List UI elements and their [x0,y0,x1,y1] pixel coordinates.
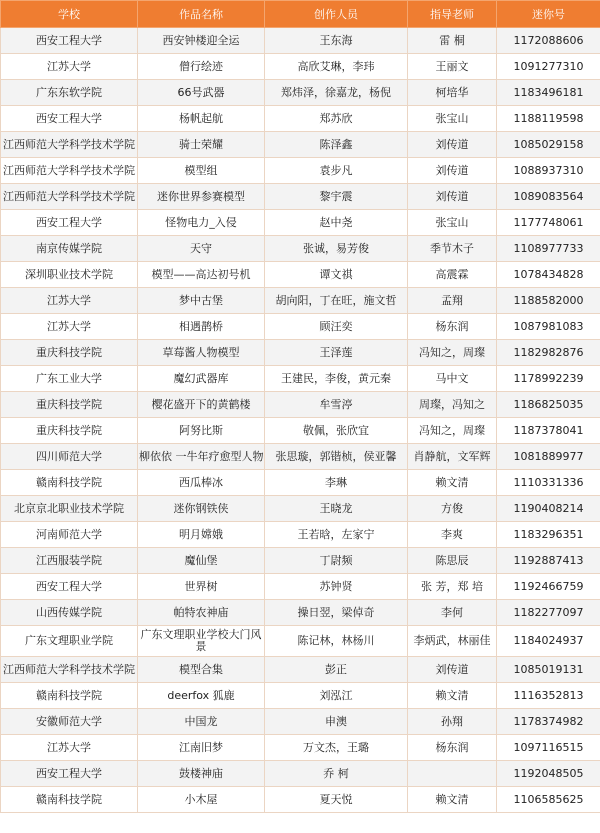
cell-advisor: 冯知之，周璨 [408,418,497,444]
table-row [1,600,600,626]
table-row [1,683,600,709]
cell-advisor: 李炳武，林丽佳 [408,626,497,657]
cell-school: 江西服装学院 [1,548,138,574]
table-row [1,158,600,184]
cell-creators: 李琳 [265,470,408,496]
cell-creators: 张思璇，郭锴桢，侯亚馨 [265,444,408,470]
cell-creators: 申澳 [265,709,408,735]
cell-creators: 黎宇震 [265,184,408,210]
cell-work-title: 模型——高达初号机 [138,262,265,288]
cell-work-title: 帕特农神庙 [138,600,265,626]
cell-creators: 王晓龙 [265,496,408,522]
cell-advisor: 张 芳，郑 培 [408,574,497,600]
cell-school: 江苏大学 [1,314,138,340]
cell-school: 西安工程大学 [1,761,138,787]
table-row [1,288,600,314]
cell-school: 江苏大学 [1,288,138,314]
cell-mini-id: 1188119598 [497,106,600,132]
cell-creators: 彭正 [265,657,408,683]
header-work-title: 作品名称 [138,1,265,28]
cell-mini-id: 1192887413 [497,548,600,574]
cell-school: 广东东软学院 [1,80,138,106]
cell-school: 广东文理职业学院 [1,626,138,657]
table-row [1,735,600,761]
cell-creators: 丁尉频 [265,548,408,574]
table-row [1,54,600,80]
cell-creators: 郑苏欣 [265,106,408,132]
cell-work-title: 明月嫦娥 [138,522,265,548]
cell-mini-id: 1178374982 [497,709,600,735]
cell-mini-id: 1192048505 [497,761,600,787]
cell-school: 江西师范大学科学技术学院 [1,657,138,683]
cell-advisor: 陈思辰 [408,548,497,574]
cell-school: 重庆科技学院 [1,418,138,444]
cell-school: 江西师范大学科学技术学院 [1,132,138,158]
cell-school: 西安工程大学 [1,106,138,132]
cell-advisor: 杨东润 [408,735,497,761]
table-row [1,132,600,158]
cell-work-title: 小木屋 [138,787,265,813]
cell-advisor: 李何 [408,600,497,626]
cell-mini-id: 1188582000 [497,288,600,314]
cell-school: 西安工程大学 [1,210,138,236]
cell-advisor: 冯知之，周璨 [408,340,497,366]
cell-mini-id: 1106585625 [497,787,600,813]
table-row [1,28,600,54]
table-row [1,626,600,657]
cell-advisor [408,761,497,787]
cell-creators: 敬佩，张欣宜 [265,418,408,444]
cell-work-title: 西安钟楼迎全运 [138,28,265,54]
cell-advisor: 马中文 [408,366,497,392]
cell-work-title: 柳依依 一牛年疗愈型人物 [138,444,265,470]
cell-work-title: 中国龙 [138,709,265,735]
cell-advisor: 刘传道 [408,657,497,683]
cell-advisor: 方俊 [408,496,497,522]
table-row [1,470,600,496]
cell-mini-id: 1192466759 [497,574,600,600]
cell-advisor: 季节木子 [408,236,497,262]
table-row [1,709,600,735]
cell-creators: 陈记林，林杨川 [265,626,408,657]
cell-mini-id: 1085019131 [497,657,600,683]
cell-creators: 苏钟贤 [265,574,408,600]
cell-mini-id: 1085029158 [497,132,600,158]
header-school: 学校 [1,1,138,28]
table-row [1,366,600,392]
cell-advisor: 赖文清 [408,787,497,813]
table-row [1,522,600,548]
cell-creators: 袁步凡 [265,158,408,184]
cell-advisor: 张宝山 [408,210,497,236]
cell-advisor: 赖文清 [408,683,497,709]
cell-mini-id: 1177748061 [497,210,600,236]
cell-school: 山西传媒学院 [1,600,138,626]
cell-mini-id: 1089083564 [497,184,600,210]
cell-advisor: 肖静航，文军辉 [408,444,497,470]
header-creators: 创作人员 [265,1,408,28]
cell-work-title: 杨帆起航 [138,106,265,132]
cell-mini-id: 1087981083 [497,314,600,340]
cell-advisor: 雷 桐 [408,28,497,54]
table-row [1,496,600,522]
cell-work-title: 世界树 [138,574,265,600]
cell-mini-id: 1182277097 [497,600,600,626]
cell-school: 重庆科技学院 [1,392,138,418]
table-row [1,210,600,236]
cell-advisor: 王丽文 [408,54,497,80]
cell-creators: 胡向阳，丁在旺，施文哲 [265,288,408,314]
table-row [1,761,600,787]
cell-school: 江西师范大学科学技术学院 [1,158,138,184]
table-row [1,236,600,262]
cell-advisor: 孙翔 [408,709,497,735]
cell-work-title: 樱花盛开下的黄鹤楼 [138,392,265,418]
cell-mini-id: 1110331336 [497,470,600,496]
cell-mini-id: 1081889977 [497,444,600,470]
cell-mini-id: 1097116515 [497,735,600,761]
cell-advisor: 刘传道 [408,184,497,210]
cell-work-title: 相遇鹊桥 [138,314,265,340]
cell-creators: 王泽莲 [265,340,408,366]
cell-mini-id: 1172088606 [497,28,600,54]
table-row [1,418,600,444]
cell-advisor: 孟翔 [408,288,497,314]
cell-mini-id: 1088937310 [497,158,600,184]
cell-work-title: 魔仙堡 [138,548,265,574]
table-row [1,80,600,106]
table-row [1,444,600,470]
cell-work-title: 66号武器 [138,80,265,106]
cell-creators: 赵中尧 [265,210,408,236]
cell-creators: 陈泽鑫 [265,132,408,158]
cell-school: 西安工程大学 [1,28,138,54]
cell-school: 赣南科技学院 [1,787,138,813]
cell-mini-id: 1108977733 [497,236,600,262]
cell-work-title: 草莓酱人物模型 [138,340,265,366]
table-row [1,657,600,683]
cell-advisor: 刘传道 [408,132,497,158]
cell-mini-id: 1116352813 [497,683,600,709]
cell-creators: 刘泓江 [265,683,408,709]
cell-creators: 高欣艾琳，李玮 [265,54,408,80]
cell-school: 河南师范大学 [1,522,138,548]
cell-school: 江苏大学 [1,54,138,80]
cell-school: 西安工程大学 [1,574,138,600]
cell-work-title: 鼓楼神庙 [138,761,265,787]
cell-school: 广东工业大学 [1,366,138,392]
table-body [1,28,600,813]
cell-school: 江西师范大学科学技术学院 [1,184,138,210]
cell-school: 赣南科技学院 [1,683,138,709]
table-row [1,262,600,288]
cell-creators: 夏天悦 [265,787,408,813]
cell-creators: 万文杰，王璐 [265,735,408,761]
cell-creators: 乔 柯 [265,761,408,787]
cell-mini-id: 1183496181 [497,80,600,106]
cell-advisor: 高震霖 [408,262,497,288]
cell-work-title: 魔幻武器库 [138,366,265,392]
cell-mini-id: 1183296351 [497,522,600,548]
header-advisor: 指导老师 [408,1,497,28]
cell-advisor: 李爽 [408,522,497,548]
table-row [1,184,600,210]
header-mini-id: 迷你号 [497,1,600,28]
cell-creators: 张诚，易芳俊 [265,236,408,262]
table-row [1,574,600,600]
cell-creators: 郑炜泽，徐嘉龙，杨倪 [265,80,408,106]
cell-creators: 王若晗，左家宁 [265,522,408,548]
cell-advisor: 赖文清 [408,470,497,496]
cell-advisor: 柯培华 [408,80,497,106]
cell-mini-id: 1187378041 [497,418,600,444]
cell-creators: 王建民，李俊，黄元秦 [265,366,408,392]
cell-creators: 操日翌，梁倬奇 [265,600,408,626]
cell-advisor: 刘传道 [408,158,497,184]
cell-advisor: 杨东润 [408,314,497,340]
table-row [1,340,600,366]
cell-work-title: 骑士荣耀 [138,132,265,158]
cell-creators: 谭文祺 [265,262,408,288]
cell-work-title: 僧行绘迹 [138,54,265,80]
cell-mini-id: 1091277310 [497,54,600,80]
cell-mini-id: 1190408214 [497,496,600,522]
cell-school: 北京京北职业技术学院 [1,496,138,522]
table-row [1,787,600,813]
cell-advisor: 周璨，冯知之 [408,392,497,418]
cell-creators: 牟雪渟 [265,392,408,418]
cell-work-title: 怪物电力_入侵 [138,210,265,236]
cell-work-title: 迷你钢铁侠 [138,496,265,522]
cell-work-title: 模型合集 [138,657,265,683]
cell-advisor: 张宝山 [408,106,497,132]
cell-work-title: 模型组 [138,158,265,184]
header-row [1,1,600,28]
cell-work-title: deerfox 狐鹿 [138,683,265,709]
table-row [1,548,600,574]
cell-school: 重庆科技学院 [1,340,138,366]
cell-mini-id: 1184024937 [497,626,600,657]
cell-creators: 顾汪奕 [265,314,408,340]
cell-school: 四川师范大学 [1,444,138,470]
cell-work-title: 迷你世界参赛模型 [138,184,265,210]
cell-mini-id: 1182982876 [497,340,600,366]
cell-work-title: 天守 [138,236,265,262]
table-row [1,392,600,418]
table-row [1,314,600,340]
cell-work-title: 梦中古堡 [138,288,265,314]
cell-school: 深圳职业技术学院 [1,262,138,288]
cell-work-title: 阿努比斯 [138,418,265,444]
cell-mini-id: 1178992239 [497,366,600,392]
cell-work-title: 广东文理职业学校大门风景 [138,626,265,657]
cell-school: 安徽师范大学 [1,709,138,735]
cell-mini-id: 1078434828 [497,262,600,288]
cell-mini-id: 1186825035 [497,392,600,418]
cell-work-title: 西瓜棒冰 [138,470,265,496]
cell-school: 江苏大学 [1,735,138,761]
cell-school: 南京传媒学院 [1,236,138,262]
cell-creators: 王东海 [265,28,408,54]
table-row [1,106,600,132]
cell-school: 赣南科技学院 [1,470,138,496]
cell-work-title: 江南旧梦 [138,735,265,761]
